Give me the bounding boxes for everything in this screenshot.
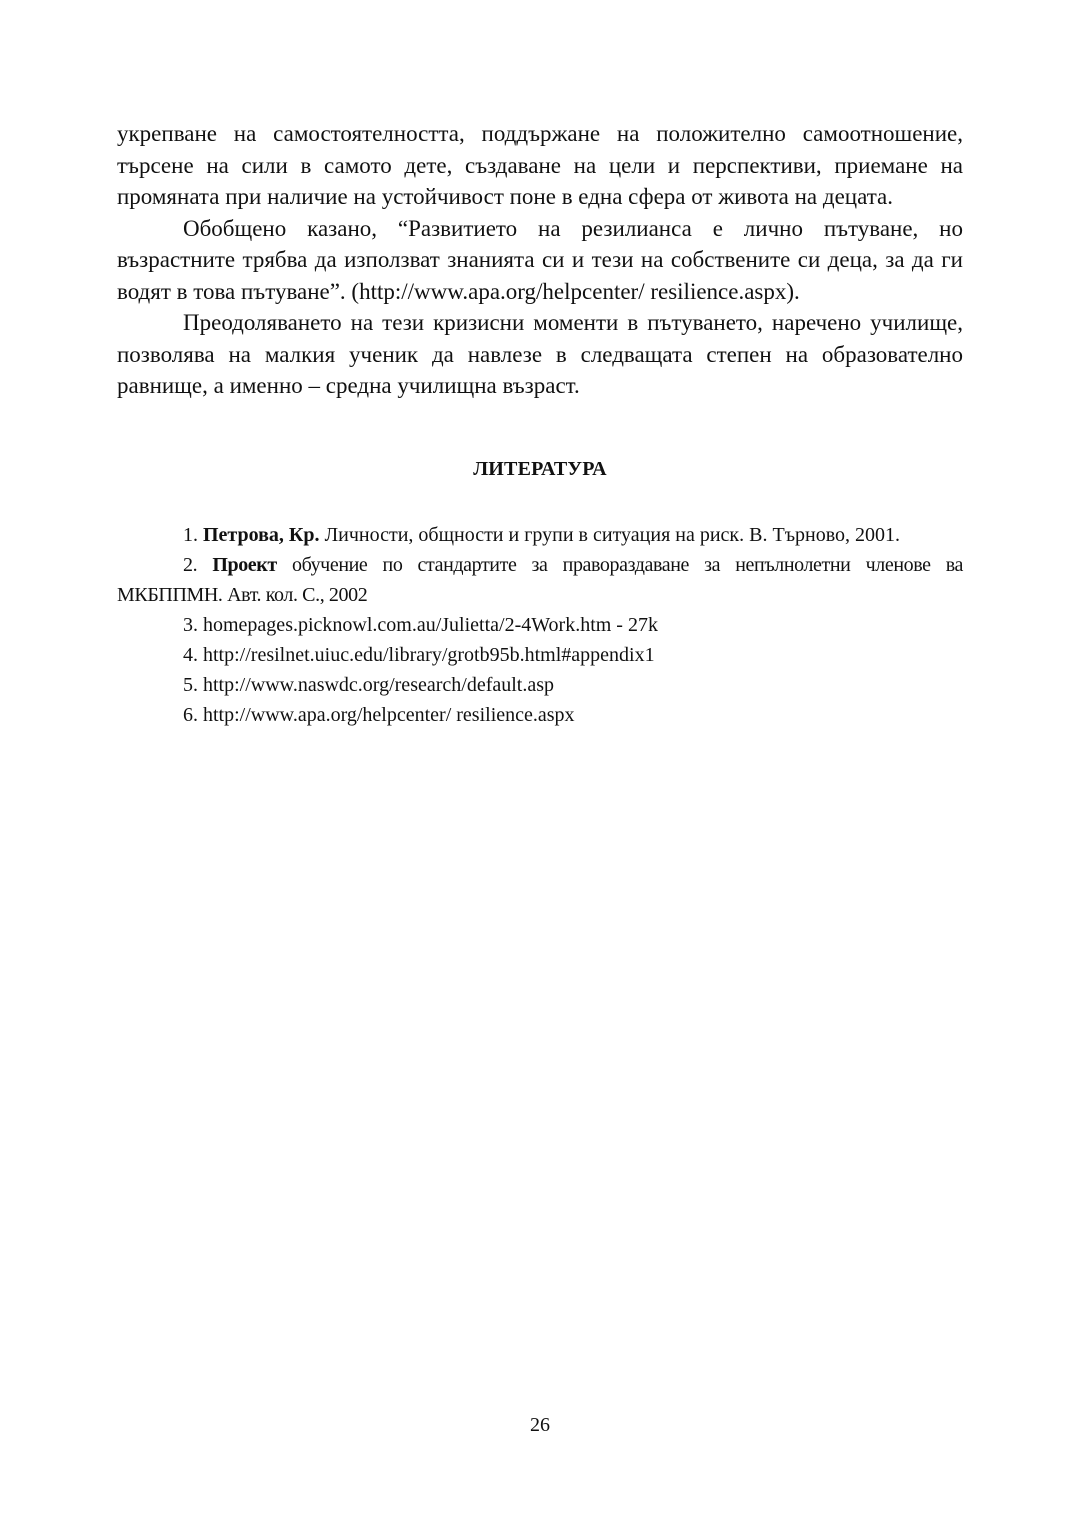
reference-text: http://resilnet.uiuc.edu/library/grotb95b.html#appendix1 [203, 644, 655, 666]
reference-text: homepages.picknowl.com.au/Julietta/2-4Work.htm - 27k [203, 614, 658, 636]
reference-number: 2. [183, 554, 198, 576]
reference-number: 6. [183, 704, 198, 726]
body-paragraph: Преодоляването на тези кризисни моменти в пътуването, наречено училище, позволява на малкия ученик да навлезе в следващата степен на образователно равнище, а именно – средна училищна възраст. [117, 310, 963, 398]
reference-number: 3. [183, 614, 198, 636]
reference-author: Петрова, Кр. [203, 524, 320, 546]
reference-author: Проект [212, 554, 277, 576]
reference-item [117, 700, 963, 730]
body-paragraph: укрепване на самостоятелността, поддържане на положително самоотношение, търсене на сили в самото дете, създаване на цели и перспективи, приемане на промяната при наличие на устойчивост поне в една сфера от живота на децата. [117, 121, 963, 209]
reference-item [117, 550, 963, 610]
reference-number: 4. [183, 644, 198, 666]
reference-item [117, 520, 963, 550]
reference-text: обучение по стандартите за правораздаване за непълнолетни членове ва МКБППМН. Авт. кол. С., 2002 [117, 554, 963, 606]
reference-number: 1. [183, 524, 198, 546]
body-paragraph: Обобщено казано, “Развитието на резилианса е лично пътуване, но възрастните трябва да използват знанията си и тези на собствените си деца, за да ги водят в това пътуване”. (http://www.apa.org/helpcenter/ resilience.aspx). [117, 215, 963, 304]
references-list [117, 520, 963, 730]
reference-text: http://www.apa.org/helpcenter/ resilience.aspx [203, 704, 575, 726]
references-heading: ЛИТЕРАТУРА [473, 458, 607, 480]
reference-item [117, 670, 963, 700]
reference-number: 5. [183, 674, 198, 696]
reference-item [117, 610, 963, 640]
body-text [117, 118, 963, 402]
reference-text: http://www.naswdc.org/research/default.asp [203, 674, 555, 696]
page-number: 26 [530, 1414, 550, 1436]
reference-text: Личности, общности и групи в ситуация на риск. В. Търново, 2001. [324, 524, 901, 546]
reference-item [117, 640, 963, 670]
